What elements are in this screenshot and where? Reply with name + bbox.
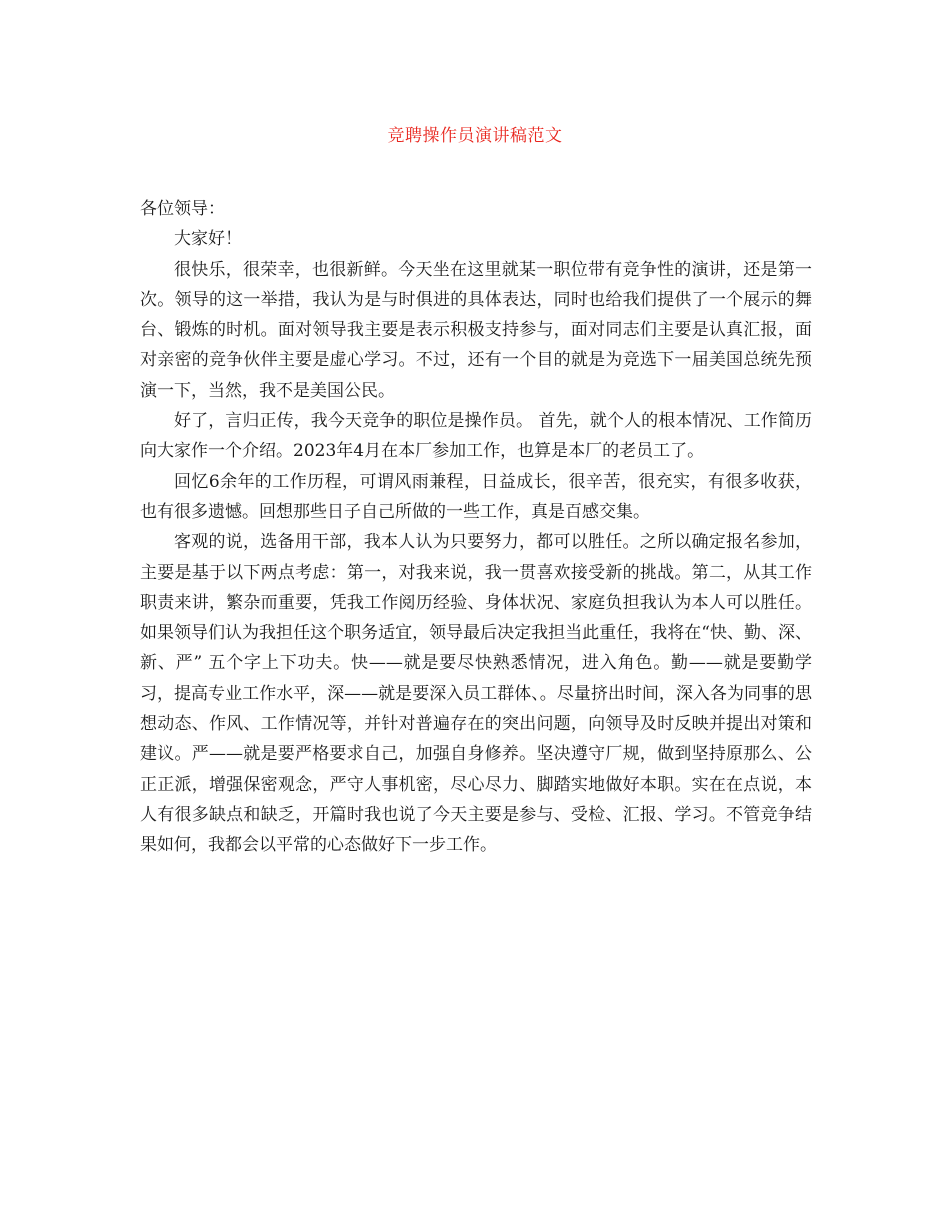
document-title: 竞聘操作员演讲稿范文	[387, 126, 563, 146]
salutation: 各位领导：	[140, 199, 225, 219]
paragraph-opening: 很快乐，很荣幸，也很新鲜。今天坐在这里就某一职位带有竞争性的演讲，还是第一次。领导的这一举措，我认为是与时俱进的具体表达，同时也给我们提供了一个展示的舞台、锻炼的时机。面对领导我主要是表示积极支持参与，面对同志们主要是认真汇报，面对亲密的竞争伙伴主要是虚心学习。不过，还有一个目的就是为竞选下一届美国总统先预演一下，当然，我不是美国公民。	[140, 259, 812, 401]
paragraph-reflection: 回忆6余年的工作历程，可谓风雨兼程，日益成长，很辛苦，很充实，有很多收获，也有很多遗憾。回想那些日子自己所做的一些工作，真是百感交集。	[140, 471, 812, 522]
paragraph-introduction: 好了，言归正传，我今天竞争的职位是操作员。 首先，就个人的根本情况、工作简历向大家作一个介绍。2023年4月在本厂参加工作，也算是本厂的老员工了。	[140, 411, 812, 462]
document-body	[140, 194, 812, 861]
greeting: 大家好！	[174, 229, 242, 250]
paragraph-commitment: 客观的说，选备用干部，我本人认为只要努力，都可以胜任。之所以确定报名参加，主要是基于以下两点考虑：第一，对我来说，我一贯喜欢接受新的挑战。第二，从其工作职责来讲，繁杂而重要，凭我工作阅历经验、身体状况、家庭负担我认为本人可以胜任。如果领导们认为我担任这个职务适宜，领导最后决定我担当此重任，我将在“快、勤、深、新、严” 五个字上下功夫。快——就是要尽快熟悉情况，进入角色。勤——就是要勤学习，提高专业工作水平，深——就是要深入员工群体、。尽量挤出时间，深入各为同事的思想动态、作风、工作情况等，并针对普遍存在的突出问题，向领导及时反映并提出对策和建议。严——就是要严格要求自己，加强自身修养。坚决遵守厂规，做到坚持原那么、公正正派，增强保密观念，严守人事机密，尽心尽力、脚踏实地做好本职。实在在点说，本人有很多缺点和缺乏，开篇时我也说了今天主要是参与、受检、汇报、学习。不管竞争结果如何，我都会以平常的心态做好下一步工作。	[140, 532, 812, 856]
